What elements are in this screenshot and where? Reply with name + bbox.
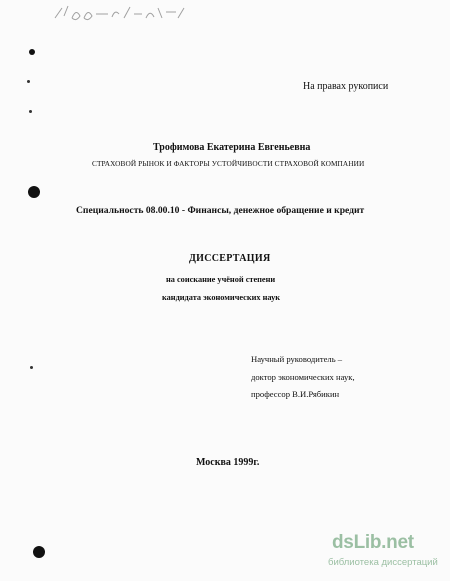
rights-note: На правах рукописи <box>303 81 389 92</box>
dissertation-label: ДИССЕРТАЦИЯ <box>189 253 271 264</box>
watermark-logo: dsLib.net <box>332 532 414 553</box>
supervisor-line-2: доктор экономических наук, <box>251 372 355 382</box>
punch-hole-bottom <box>33 546 45 558</box>
specialty-line: Специальность 08.00.10 - Финансы, денежное обращение и кредит <box>76 205 365 216</box>
degree-line-2: кандидата экономических наук <box>162 293 281 302</box>
city-year: Москва 1999г. <box>196 457 260 468</box>
supervisor-line-3: профессор В.И.Рябикин <box>251 389 340 399</box>
page-speck <box>29 110 32 113</box>
punch-hole-top <box>29 49 35 55</box>
author-name: Трофимова Екатерина Евгеньевна <box>153 142 311 153</box>
supervisor-line-1: Научный руководитель – <box>251 354 343 364</box>
degree-line-1: на соискание учёной степени <box>166 275 276 284</box>
dissertation-title: СТРАХОВОЙ РЫНОК И ФАКТОРЫ УСТОЙЧИВОСТИ СТРАХОВОЙ КОМПАНИИ <box>92 159 365 168</box>
punch-hole-middle <box>28 186 40 198</box>
dslib-watermark[interactable] <box>328 533 440 575</box>
page-speck <box>30 366 33 369</box>
watermark-subtitle: библиотека диссертаций <box>328 557 438 568</box>
handwritten-scribble <box>50 2 190 24</box>
page-speck <box>27 80 30 83</box>
